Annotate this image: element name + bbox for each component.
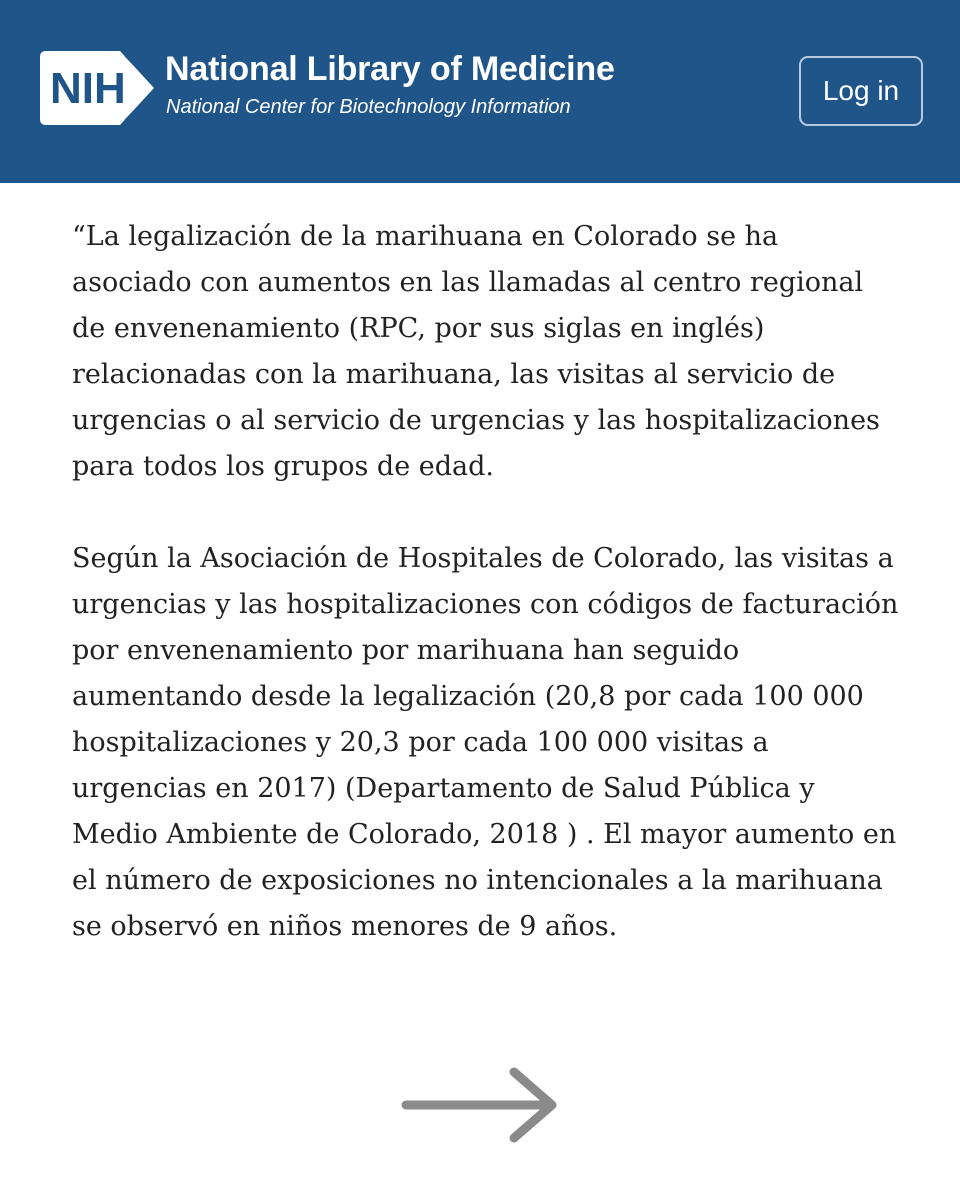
login-button[interactable]: Log in bbox=[799, 56, 923, 126]
nih-logo-icon bbox=[40, 51, 154, 125]
next-button[interactable] bbox=[398, 1066, 564, 1144]
site-subtitle: National Center for Biotechnology Information bbox=[166, 96, 571, 118]
article-body bbox=[72, 214, 902, 996]
paragraph-1: “La legalización de la marihuana en Colorado se ha asociado con aumentos en las llamadas al centro regional de envenenamiento (RPC, por sus siglas en inglés) relacionadas con la marihuana, las visitas al servicio de urgencias o al servicio de urgencias y las hospitalizaciones para todos los grupos de edad. bbox=[72, 221, 880, 482]
site-title[interactable]: National Library of Medicine bbox=[165, 50, 615, 88]
nih-logo[interactable] bbox=[40, 51, 154, 125]
site-header bbox=[0, 0, 960, 183]
paragraph-2: Según la Asociación de Hospitales de Colorado, las visitas a urgencias y las hospitalizaciones con códigos de facturación por envenenamiento por marihuana han seguido aumentando desde la legalización (20,8 por cada 100 000 hospitalizaciones y 20,3 por cada 100 000 visitas a urgencias en 2017) (Departamento de Salud Pública y Medio Ambiente de Colorado, 2018 ) . El mayor aumento en el número de exposiciones no intencionales a la marihuana se observó en niños menores de 9 años. bbox=[72, 543, 899, 942]
logo-text: NIH bbox=[50, 64, 126, 113]
arrow-right-icon bbox=[398, 1066, 564, 1144]
